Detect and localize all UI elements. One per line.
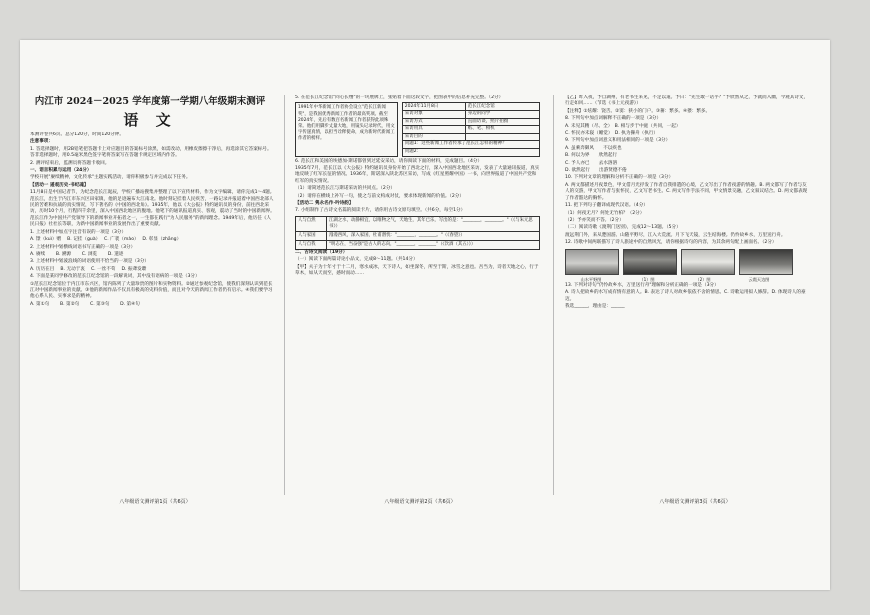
intro-text: 本测评卷共6页。总分120分，时间120分钟。 [30, 132, 124, 137]
section-1-heading: 一、语言积累与运用（24分） [30, 168, 92, 174]
q4-option-b: B. 第②句 [59, 301, 80, 307]
q5-text-box: 1991年中华新闻工作者协会设立"范长江新闻奖"，是我国优秀新闻工作者的最高奖项。截至2024年，先后有数百名新闻工作者获得此项殊荣。他们用脚步丈量大地，用镜头记录时代，用文字传递真情，以担当诠释使命，成为新时代新闻工作者的榜样。 [295, 102, 398, 156]
q9-pair-c [565, 161, 810, 167]
row-1-text: 江湖之水，动静相宜，以唯物之气，天地生，其年已乐，写出的是："________，________。"（《与朱元思书》） [327, 216, 540, 231]
question-6-sub2: （2）请你在横线上补写一句，使之与前文构成对仗，要求体现新闻的价值。（2分） [295, 193, 464, 199]
form-r4-b: 纸、笔、相机 [465, 126, 539, 134]
form-r5-a: 采访目的 [402, 133, 465, 141]
q3-option-b: B. 无动于衷 [60, 266, 85, 272]
q9-pair-d [565, 168, 810, 174]
exam-sheet [20, 40, 830, 590]
q9-b-left: B. 何以为界 [565, 153, 590, 159]
q3-option-c: C. 一丝不苟 [90, 266, 116, 272]
form-question-2: 问题2： [402, 148, 539, 156]
q1-option-a: A. 馈（kuì）赠 [30, 237, 62, 243]
question-11-1: （1）何夜无月？何处无竹柏？（2分） [565, 210, 645, 216]
q8-options-row2 [565, 131, 810, 137]
question-4-text: ①范长江纪念馆位于内江市东兴区，馆内陈列了大量珍贵的图片和实物资料。②通过参观纪念馆，使我们深刻认识到范长江对中国新闻事业的贡献。③他的新闻作品不仅具有极高的史料价值，而且对今天的新闻工作者仍有启示。④我们要学习他心系人民、实事求是的精神。 [30, 281, 273, 300]
form-r5-b [465, 133, 539, 141]
page-footer-3: 八年级语文测评第3页（共6页） [659, 499, 731, 505]
question-3-options [30, 267, 275, 273]
q8-option-b: B. 相与步于中庭（共同，一起） [614, 123, 681, 129]
question-13-answer: 我选______，理由是：______ [565, 304, 625, 310]
passage-yi: 【乙】昨入夜，予自湖州，有老书生来见，不足以道。予曰："先生敢一话乎？"予欣然从之，予就而入幽，今观其诗文，行走如风……（节选《书上元夜游》） [565, 95, 809, 107]
q4-option-a: A. 第①句 [30, 301, 50, 307]
landscape-photo-4 [739, 249, 793, 275]
q9-b-right: 欣然起行 [598, 153, 618, 159]
q9-d-left: D. 欲然起行 [565, 168, 590, 174]
exam-title: 内江市 2024－2025 学年度第一学期八年级期末测评 [34, 96, 266, 107]
question-13-text: A. 诗人把故乡的水写成有情有意的人。B. 表达了诗人对故乡依依不舍的情思。C. 诗歌运用拟人修辞。D. 体现诗人的豪迈。 [565, 290, 806, 302]
landscape-photo-1 [565, 249, 619, 275]
question-8: 8. 下列句中加点词解释不正确的一项是（3分） [565, 116, 662, 122]
form-r3-b: 直面访谈，照片拍摄 [465, 118, 539, 126]
poetry-card-table [295, 216, 540, 250]
question-11-2: （2）予亦笑而不答。（2分） [565, 217, 624, 223]
q9-pair-a [565, 146, 810, 152]
note-2: 2. 测评结束后，监测员将答题卡收回。 [30, 160, 110, 166]
form-r2-a: 采访对象 [402, 111, 465, 119]
subsection-2-2: （二）阅读诗歌《渡荆门送别》，完成12～13题。（5分） [565, 225, 681, 231]
row-3-theme: 人与自我 [296, 240, 327, 249]
q3-option-d: D. 振聋发聩 [121, 266, 147, 272]
form-question-1: 问题1：这些新闻工作者传承了范长江怎样的精神？ [402, 141, 539, 149]
table-row [296, 240, 540, 249]
question-6: 6. 范长江和美国的埃德加·斯诺都曾到过延安采访，请你阅读下面的材料，完成题目。（4分） [295, 158, 483, 164]
poem-text: 渡远荆门外，来从楚国游。山随平野尽，江入大荒流。月下飞天镜，云生结海楼。仍怜故乡水，万里送行舟。 [565, 232, 786, 238]
q8-option-a: A. 未见其精（尽、全） [565, 123, 611, 129]
landscape-photo-2 [623, 249, 677, 275]
q5-block [295, 102, 540, 156]
page-column-1 [30, 132, 275, 488]
form-r1-a: 2024年11月8日 [402, 103, 465, 111]
row-2-theme: 人与家国 [296, 231, 327, 240]
row-3-text: "明志在，当奋强"是古人的志向，"________，________"（《饮酒（其五）》） [327, 240, 540, 249]
question-10-text: A. 两文都描述月夜景色，甲文借月光抒发了作者自我排遣的心境，乙文写出了作者夜游的情趣。B. 两文都写了作者与友人的交游，甲文写作者与张怀民，乙文写老书生。C. 两文写作手法不同，甲文情景交融，乙文叙议结合。D. 两文都表现了作者豁达的胸怀。 [565, 182, 808, 201]
question-2: 2. 上述材料中划横线词语书写正确的一项是（3分） [30, 244, 136, 250]
q8-options-row1 [565, 124, 810, 130]
q2-option-d: D. 遗迹 [107, 251, 124, 257]
q4-option-c: C. 第③句 [90, 301, 110, 307]
question-10: 10. 下列对文章的理解和分析不正确的一项是（3分） [565, 175, 674, 181]
question-4-options [30, 302, 275, 308]
form-r4-a: 采访用具 [402, 126, 465, 134]
form-r3-a: 采访方式 [402, 118, 465, 126]
landscape-photo-3 [681, 249, 735, 275]
q8-option-d: D. 执为操舟（执行） [614, 131, 659, 137]
table-row [296, 231, 540, 240]
question-6-text: 1935年7月，范长江以《大公报》特约通讯员身份开始了西北之行，深入中国西北地区采访，发表了大量通讯报道，真实地反映了红军长征的情况。1936年，斯诺深入陕北苏区采访，写成《红星照耀中国》一书，向世界报道了中国共产党和红军的真实情况。 [295, 165, 540, 184]
q1-option-b: B. 记挂（guà） [67, 237, 98, 243]
row-1-theme: 人与自然 [296, 216, 327, 231]
question-11: 11. 把下列句子翻译成现代汉语。（4分） [565, 203, 648, 209]
question-7: 7. 小组制作了古诗文名篇的阅读卡片，请你用古诗文原句填空。（共6分，每空1分） [295, 208, 466, 214]
caption-4: 云霞天边图 [748, 276, 770, 282]
form-r1-b: 范长江纪念馆 [465, 103, 539, 111]
table-row [296, 216, 540, 231]
q2-option-b: B. 溯源 [55, 251, 72, 257]
passage-jia: 【甲】夫子为十年寸于十二月，寒水成冰，天下诗人，如坐深冬，所至于斯，冰雪之意也。吾当为，诗者天地之心，行于草木，如从天而至，感时而动…… [295, 264, 539, 277]
passage-text: 11月8日是中国记者节，为纪念范长江诞辰，学校广播站搜集并整理了以下宣传材料，作为文字编辑，请你完成1～4题。范长江，出生于内江市东兴区田家镇，他的足迹遍布大江南北。他时刻记挂着人民疾苦，一路记录并报道着中国西北部人民的苦难和抗战的真实情况，写下著名的《中国的西北角》。1935年，他以《大公报》特约通讯员的身份，前往西北采访，历时10个月，行程四千余里，深入中国西北地区的腹地。他笔下的通讯报道真实、客观，震动了当时的中国新闻界。范长江作为中国共产党领导下的新闻事业开拓者之一，一生都在践行"为人民服务"的新闻理念。1949年后，他历任《人民日报》社社长等职，为新中国新闻事业的发展作出了重要贡献。 [30, 190, 275, 228]
q9-c-right: 去水溶溶 [598, 160, 618, 166]
poem-photo-row [565, 249, 810, 275]
q1-option-d: D. 彰显（zhāng） [142, 237, 182, 243]
page-column-2 [295, 95, 540, 490]
page-footer-1: 八年级语文测评第1页（共6页） [119, 499, 191, 505]
caption-1: 山水平野图 [580, 276, 602, 282]
annotations: 【注释】①炫耀：饶舌。②窦：狭小的门户。③蕃：繁多。④猥：繁多。 [565, 108, 711, 114]
page-footer-2: 八年级语文测评第2页（共6页） [384, 499, 456, 505]
q9-pair-b [565, 153, 810, 159]
q9-c-left: C. 予人亦已 [565, 160, 590, 166]
subsection-2-1: （一）阅读下面两篇诗论小品文，完成8～11题。（共14分） [295, 257, 418, 263]
q4-option-d: D. 第④句 [120, 301, 140, 307]
q9-a-right: 不以疾也 [603, 145, 622, 151]
question-12: 12. 诗歌中间两联描写了诗人旅途中的自然风光，请你根据诗句的内容，为其余两句配上画面名。（2分） [565, 240, 777, 246]
notes-heading: 注意事项： [30, 139, 53, 145]
interview-form [402, 102, 540, 156]
page-column-3 [565, 95, 810, 495]
activity-1-heading: 【活动一 遥观历史·书纪魂】 [30, 182, 89, 188]
q3-option-a: A. 历历在目 [30, 266, 55, 272]
note-1: 1. 答选择题时，用2B铅笔把答题卡上对应题目的答案标号涂黑，如需改动，用橡皮擦擦干净后，再选涂其它答案标号。答非选择题时，用0.5毫米黑色签字笔将答案写在答题卡规定区域内作答。 [30, 146, 272, 159]
q1-option-c: C. 广袤（mào） [104, 237, 137, 243]
q2-option-a: A. 赓续 [30, 251, 46, 257]
photo-captions [565, 277, 810, 283]
question-4: 4. 下面是某同学修改的范长江纪念馆的一段解说词，其中没有语病的一项是（3分） [30, 274, 200, 280]
question-3: 3. 上述材料中划波浪线的词语使用不恰当的一项是（3分） [30, 259, 150, 265]
activity-intro: 学校开展"赓续精神，文化传承"主题实践活动，请你积极参与并完成以下任务。 [30, 175, 191, 181]
question-2-options [30, 252, 275, 258]
question-6-sub1: （1）请简述范长江与斯诺采访的共同点。（2分） [295, 186, 396, 192]
q8-option-c: C. 怀民亦未寝（睡觉） [565, 131, 611, 137]
row-2-text: 漫漫西风，深入家国，杜甫潜忧："________，________。"（《春望》） [327, 231, 540, 240]
activity-2-heading: 【活动二 隽永名作·吟诗韵】 [295, 201, 354, 206]
form-r2-b: 身边的同学 [465, 111, 539, 119]
q9-a-left: A. 虽乘奔御风 [565, 145, 594, 151]
question-5: 5. 在范长江纪念馆"同心长缨"的一块展牌上，张贴着下面这段文字，把图表中的信息补充完整。（2分） [295, 95, 504, 100]
question-1-options [30, 237, 275, 243]
caption-2: （1）图 [639, 276, 655, 282]
caption-3: （2）图 [695, 276, 711, 282]
question-9: 9. 下列句中加点词意义和用法相同的一项是（3分） [565, 138, 671, 144]
q9-d-right: 出游贤德不倦 [599, 168, 627, 174]
subject-title: 语 文 [123, 111, 177, 129]
question-13: 13. 下列对诗句"仍怜故乡水，万里送行舟"理解和分析正确的一项是（3分） [565, 282, 719, 288]
section-2-heading: 二、古诗文阅读（19分） [295, 249, 348, 255]
question-1: 1. 上述材料中加点字注音有误的一项是（3分） [30, 229, 127, 235]
q2-option-c: C. 浏览 [81, 251, 98, 257]
